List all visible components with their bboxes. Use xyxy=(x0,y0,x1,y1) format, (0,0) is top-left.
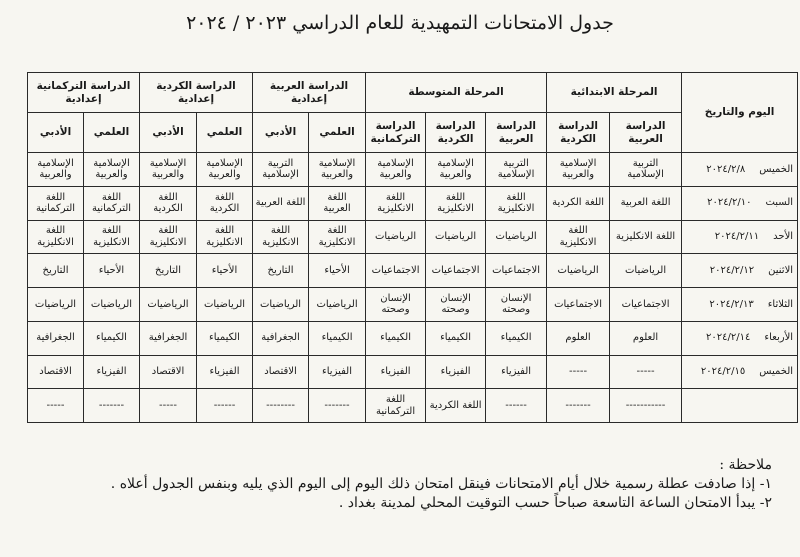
subject-cell: الفيزياء xyxy=(197,355,253,389)
subject-cell: اللغة الانكليزية xyxy=(84,220,140,254)
table-row xyxy=(28,220,798,254)
subject-cell: الكيمياء xyxy=(309,321,366,355)
day-date-cell xyxy=(682,288,798,322)
subject-cell: الكيمياء xyxy=(197,321,253,355)
subject-cell: ------ xyxy=(197,389,253,423)
subject-cell: الاقتصاد xyxy=(28,355,84,389)
subject-cell: العلوم xyxy=(610,321,682,355)
day-name: الخميس xyxy=(759,163,794,175)
subject-cell: التربية الإسلامية xyxy=(253,153,309,187)
subject-cell: اللغة التركمانية xyxy=(366,389,426,423)
subject-cell: ----- xyxy=(547,355,610,389)
subject-cell: الإنسان وصحته xyxy=(366,288,426,322)
subject-cell: الإسلامية والعربية xyxy=(426,153,486,187)
subject-cell: اللغة الكردية xyxy=(140,186,197,220)
subject-cell: اللغة العربية xyxy=(253,186,309,220)
subject-cell: الإسلامية والعربية xyxy=(309,153,366,187)
subject-cell: الرياضيات xyxy=(610,254,682,288)
subgroup-header: الأدبي xyxy=(253,113,309,153)
note-item: ٢- يبدأ الامتحان الساعة التاسعة صباحاً حسب التوقيت المحلي لمدينة بغداد . xyxy=(338,495,772,511)
subgroup-header: الدراسة العربية xyxy=(610,113,682,153)
exam-date: ٢٠٢٤/٢/٨ xyxy=(706,163,746,175)
subject-cell: التربية الإسلامية xyxy=(610,153,682,187)
subject-cell: الفيزياء xyxy=(486,355,547,389)
subgroup-header: الأدبي xyxy=(140,113,197,153)
subject-cell: اللغة الانكليزية xyxy=(253,220,309,254)
day-date-cell xyxy=(682,153,798,187)
subject-cell: الفيزياء xyxy=(309,355,366,389)
subject-cell: الرياضيات xyxy=(140,288,197,322)
subject-cell: ----------- xyxy=(610,389,682,423)
table-row xyxy=(28,254,798,288)
subject-cell: الاجتماعيات xyxy=(610,288,682,322)
subject-cell: الاجتماعيات xyxy=(366,254,426,288)
subject-cell: الرياضيات xyxy=(426,220,486,254)
subject-cell: اللغة الانكليزية xyxy=(197,220,253,254)
subject-cell: التاريخ xyxy=(140,254,197,288)
subject-cell: ------- xyxy=(84,389,140,423)
subject-cell: الاجتماعيات xyxy=(547,288,610,322)
subject-cell: الإسلامية والعربية xyxy=(140,153,197,187)
subject-cell: اللغة التركمانية xyxy=(28,186,84,220)
subject-cell: الإنسان وصحته xyxy=(426,288,486,322)
group-header: الدراسة الكردية إعدادية xyxy=(140,73,253,113)
day-date-cell xyxy=(682,186,798,220)
subject-cell: اللغة الانكليزية xyxy=(426,186,486,220)
subject-cell: الرياضيات xyxy=(486,220,547,254)
subject-cell: الفيزياء xyxy=(84,355,140,389)
subject-cell: ------ xyxy=(486,389,547,423)
subject-cell: اللغة الكردية xyxy=(426,389,486,423)
group-header: الدراسة التركمانية إعدادية xyxy=(28,73,140,113)
day-name: الأحد xyxy=(773,231,794,243)
subject-cell: اللغة الانكليزية xyxy=(610,220,682,254)
subject-cell: الكيمياء xyxy=(486,321,547,355)
day-name: الثلاثاء xyxy=(767,298,794,310)
subject-cell: اللغة الانكليزية xyxy=(486,186,547,220)
notes-heading: ملاحظة : xyxy=(719,457,772,473)
subject-cell: الرياضيات xyxy=(547,254,610,288)
subgroup-header: الدراسة العربية xyxy=(486,113,547,153)
subject-cell: اللغة الكردية xyxy=(547,186,610,220)
subject-cell: الكيمياء xyxy=(366,321,426,355)
subgroup-header: العلمي xyxy=(84,113,140,153)
subject-cell: الإسلامية والعربية xyxy=(84,153,140,187)
day-date-cell xyxy=(682,220,798,254)
subject-cell: التاريخ xyxy=(28,254,84,288)
subject-cell: الاجتماعيات xyxy=(426,254,486,288)
subject-cell: الرياضيات xyxy=(84,288,140,322)
subject-cell: اللغة الانكليزية xyxy=(366,186,426,220)
day-date-cell xyxy=(682,355,798,389)
subject-cell: الإسلامية والعربية xyxy=(28,153,84,187)
date-column-header: اليوم والتاريخ xyxy=(682,73,798,153)
note-item: ١- إذا صادفت عطلة رسمية خلال أيام الامتحانات فينقل امتحان ذلك اليوم إلى اليوم الذي يليه وبنفس الجدول أعلاه . xyxy=(110,476,772,492)
subject-cell: اللغة الانكليزية xyxy=(309,220,366,254)
exam-date: ٢٠٢٤/٢/١٠ xyxy=(707,197,752,209)
subject-cell: الاقتصاد xyxy=(253,355,309,389)
subject-cell: اللغة الانكليزية xyxy=(547,220,610,254)
subject-cell: العلوم xyxy=(547,321,610,355)
subgroup-header: الأدبي xyxy=(28,113,84,153)
subgroup-header: العلمي xyxy=(309,113,366,153)
exam-schedule-table xyxy=(27,72,798,423)
notes-section xyxy=(0,456,772,513)
group-header: المرحلة الابتدائية xyxy=(547,73,682,113)
exam-date: ٢٠٢٤/٢/١١ xyxy=(714,231,760,243)
subject-cell: اللغة الكردية xyxy=(197,186,253,220)
day-name: الخميس xyxy=(759,366,794,378)
day-name: السبت xyxy=(765,197,794,209)
exam-date: ٢٠٢٤/٢/١٢ xyxy=(709,264,755,276)
subgroup-header: الدراسة التركمانية xyxy=(366,113,426,153)
subject-cell: ------- xyxy=(309,389,366,423)
subject-cell: الأحياء xyxy=(309,254,366,288)
subject-cell: الرياضيات xyxy=(197,288,253,322)
day-date-cell xyxy=(682,389,798,423)
day-date-cell xyxy=(682,254,798,288)
subject-cell: التربية الإسلامية xyxy=(486,153,547,187)
subject-cell: الأحياء xyxy=(84,254,140,288)
subject-cell: الجغرافية xyxy=(140,321,197,355)
subject-cell: الفيزياء xyxy=(426,355,486,389)
subject-cell: الفيزياء xyxy=(366,355,426,389)
table-row xyxy=(28,153,798,187)
subject-cell: اللغة الانكليزية xyxy=(140,220,197,254)
subject-cell: الأحياء xyxy=(197,254,253,288)
subject-cell: الاجتماعيات xyxy=(486,254,547,288)
day-name: الاثنين xyxy=(768,264,794,276)
subject-cell: اللغة العربية xyxy=(610,186,682,220)
subject-cell: الجغرافية xyxy=(253,321,309,355)
subject-cell: الرياضيات xyxy=(309,288,366,322)
subject-cell: اللغة الانكليزية xyxy=(28,220,84,254)
subject-cell: ----- xyxy=(610,355,682,389)
subject-cell: اللغة التركمانية xyxy=(84,186,140,220)
page-title: جدول الامتحانات التمهيدية للعام الدراسي ٢٠٢٣ / ٢٠٢٤ xyxy=(186,12,614,34)
subject-cell: الرياضيات xyxy=(366,220,426,254)
subject-cell: الرياضيات xyxy=(28,288,84,322)
subgroup-header: الدراسة الكردية xyxy=(426,113,486,153)
day-name: الأربعاء xyxy=(764,332,794,344)
subject-cell: الإسلامية والعربية xyxy=(547,153,610,187)
group-header: الدراسة العربية إعدادية xyxy=(253,73,366,113)
subject-cell: الاقتصاد xyxy=(140,355,197,389)
subject-cell: -------- xyxy=(253,389,309,423)
subject-cell: الكيمياء xyxy=(426,321,486,355)
exam-date: ٢٠٢٤/٢/١٥ xyxy=(700,366,746,378)
group-header: المرحلة المتوسطة xyxy=(366,73,547,113)
subject-cell: الإسلامية والعربية xyxy=(197,153,253,187)
subject-cell: الإسلامية والعربية xyxy=(366,153,426,187)
subject-cell: الرياضيات xyxy=(253,288,309,322)
exam-date: ٢٠٢٤/٢/١٣ xyxy=(709,298,754,310)
day-date-cell xyxy=(682,321,798,355)
subject-cell: التاريخ xyxy=(253,254,309,288)
exam-date: ٢٠٢٤/٢/١٤ xyxy=(706,332,751,344)
table-row xyxy=(28,355,798,389)
subgroup-header: العلمي xyxy=(197,113,253,153)
subject-cell: اللغة العربية xyxy=(309,186,366,220)
subject-cell: الجغرافية xyxy=(28,321,84,355)
subgroup-header: الدراسة الكردية xyxy=(547,113,610,153)
subject-cell: ----- xyxy=(28,389,84,423)
subject-cell: الكيمياء xyxy=(84,321,140,355)
subject-cell: الإنسان وصحته xyxy=(486,288,547,322)
table-row xyxy=(28,288,798,322)
subject-cell: ------- xyxy=(547,389,610,423)
table-row xyxy=(28,321,798,355)
table-row xyxy=(28,186,798,220)
subject-cell: ----- xyxy=(140,389,197,423)
table-row xyxy=(28,389,798,423)
